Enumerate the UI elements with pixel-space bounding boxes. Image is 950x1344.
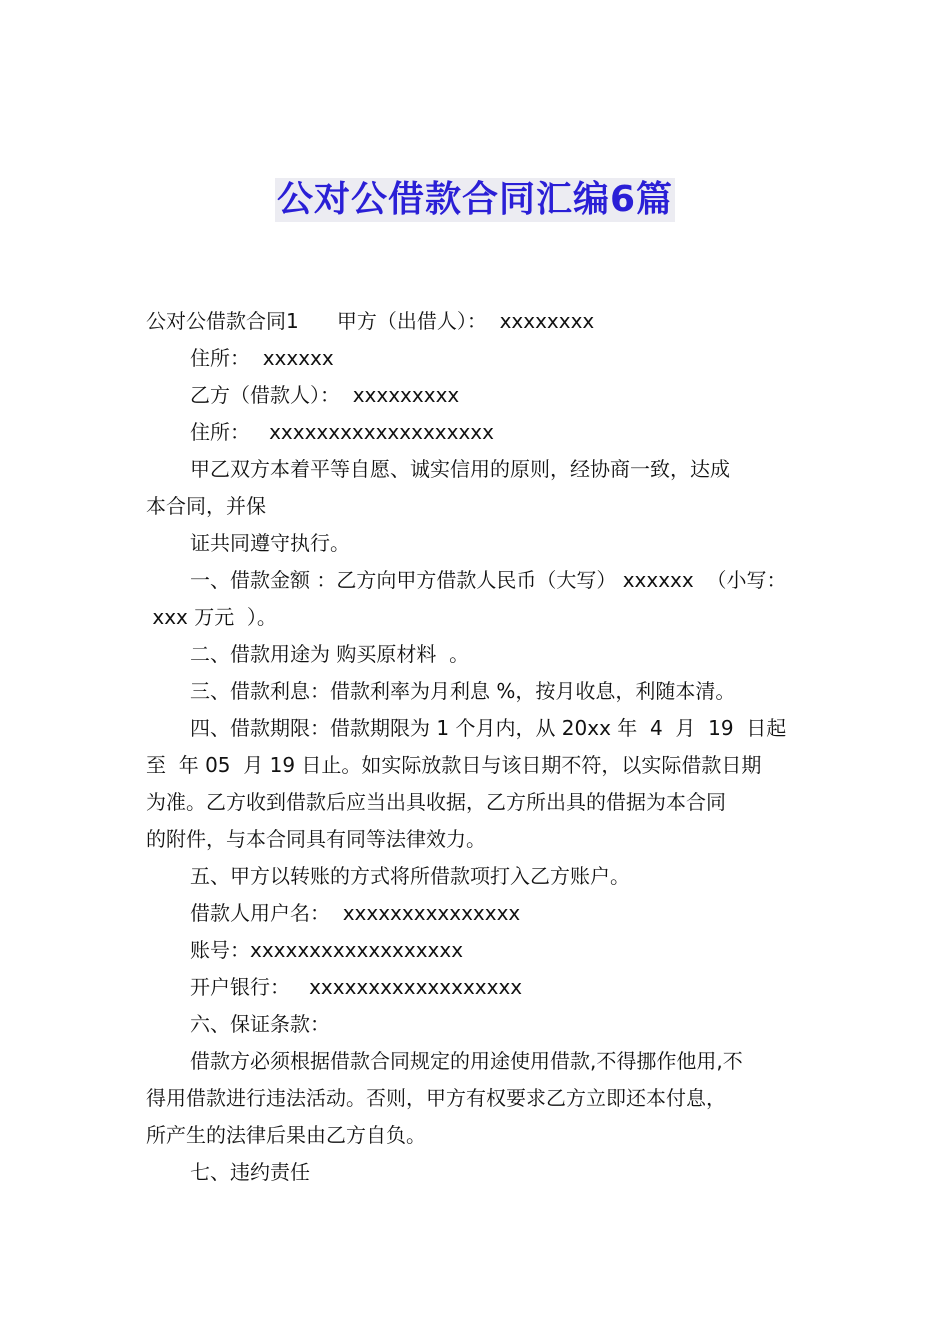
body-line: 的附件，与本合同具有同等法律效力。 [146, 827, 486, 851]
body-line: 二、借款用途为 购买原材料 。 [190, 642, 470, 666]
body-line: 一、借款金额 ：乙方向甲方借款人民币（大写） xxxxxx （小写： [190, 568, 787, 592]
body-line: 乙方（借款人）： xxxxxxxxx [190, 383, 460, 407]
body-line: 借款人用户名： xxxxxxxxxxxxxxx [190, 901, 521, 925]
body-line: 公对公借款合同1 甲方（出借人）： xxxxxxxx [146, 309, 595, 333]
body-line: 五、甲方以转账的方式将所借款项打入乙方账户。 [190, 864, 630, 888]
document-title: 公对公借款合同汇编6篇 [276, 179, 674, 220]
body-line: 开户银行： xxxxxxxxxxxxxxxxxx [190, 975, 523, 999]
body-line: 六、保证条款： [190, 1012, 330, 1036]
body-line: 所产生的法律后果由乙方自负。 [146, 1123, 426, 1147]
body-line: 住所： xxxxxxxxxxxxxxxxxxx [190, 420, 494, 444]
body-line: 为准。乙方收到借款后应当出具收据，乙方所出具的借据为本合同 [146, 790, 726, 814]
body-line: 借款方必须根据借款合同规定的用途使用借款,不得挪作他用,不 [190, 1049, 743, 1073]
body-line: 账号：xxxxxxxxxxxxxxxxxx [190, 938, 464, 962]
body-line: 七、违约责任 [190, 1160, 310, 1184]
body-line: 至 年 05 月 19 日止。如实际放款日与该日期不符，以实际借款日期 [146, 753, 762, 777]
body-line: 证共同遵守执行。 [190, 531, 350, 555]
body-line: 住所： xxxxxx [190, 346, 334, 370]
title-wrapper [0, 178, 950, 222]
document-body [146, 303, 814, 1191]
body-line: xxx 万元 ）。 [146, 605, 277, 629]
body-line: 四、借款期限：借款期限为 1 个月内，从 20xx 年 4 月 19 日起 [190, 716, 787, 740]
body-line: 甲乙双方本着平等自愿、诚实信用的原则，经协商一致，达成 [190, 457, 730, 481]
body-line: 得用借款进行违法活动。否则，甲方有权要求乙方立即还本付息， [146, 1086, 726, 1110]
body-line: 三、借款利息：借款利率为月利息 %，按月收息，利随本清。 [190, 679, 736, 703]
body-line: 本合同，并保 [146, 494, 266, 518]
